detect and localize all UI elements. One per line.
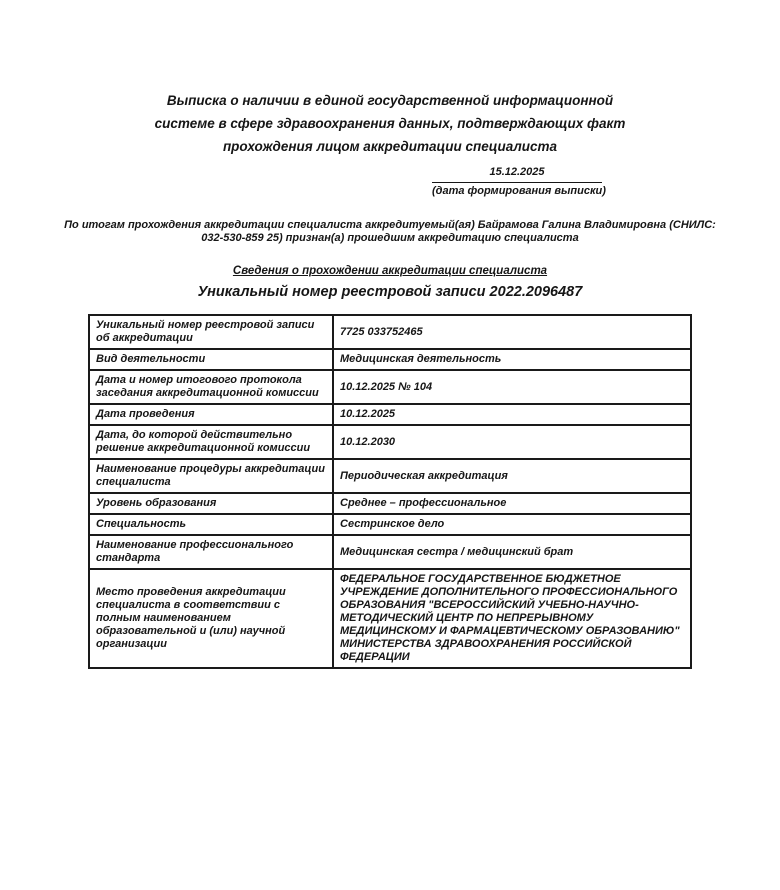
table-row <box>89 514 691 535</box>
extract-date: 15.12.2025 <box>432 166 602 183</box>
extract-date-caption: (дата формирования выписки) <box>432 185 606 197</box>
intro-line: По итогам прохождения аккредитации специалиста аккредитуемый(ая) Байрамова Галина Владимировна (СНИЛС: <box>64 219 716 231</box>
row-label-cell: Место проведения аккредитации специалиста в соответствии с полным наименованием образовательной и (или) научной организации <box>89 569 333 668</box>
row-label-cell: Дата проведения <box>89 404 333 425</box>
row-label-cell: Наименование процедуры аккредитации специалиста <box>89 459 333 493</box>
title-line: системе в сфере здравоохранения данных, подтверждающих факт <box>154 116 626 131</box>
accreditation-details-table <box>88 314 692 669</box>
table-row <box>89 535 691 569</box>
title-line: Выписка о наличии в единой государственной информационной <box>166 93 614 108</box>
row-label-cell: Уникальный номер реестровой записи об аккредитации <box>89 315 333 349</box>
row-value-cell: Сестринское дело <box>333 514 691 535</box>
row-label-cell: Вид деятельности <box>89 349 333 370</box>
row-label-cell: Дата и номер итогового протокола заседания аккредитационной комиссии <box>89 370 333 404</box>
table-row <box>89 315 691 349</box>
table-row <box>89 493 691 514</box>
extract-date-block <box>432 166 606 198</box>
row-value-cell: 10.12.2025 <box>333 404 691 425</box>
table-row <box>89 404 691 425</box>
row-label-cell: Дата, до которой действительно решение аккредитационной комиссии <box>89 425 333 459</box>
row-value-cell: Среднее – профессиональное <box>333 493 691 514</box>
intro-paragraph <box>0 219 780 245</box>
row-value-cell: 10.12.2025 № 104 <box>333 370 691 404</box>
row-label-cell: Уровень образования <box>89 493 333 514</box>
row-label-cell: Специальность <box>89 514 333 535</box>
table-row <box>89 370 691 404</box>
table-row <box>89 349 691 370</box>
row-value-cell: 10.12.2030 <box>333 425 691 459</box>
table-row <box>89 569 691 668</box>
title-line: прохождения лицом аккредитации специалиста <box>222 139 558 154</box>
document-title <box>0 0 780 158</box>
row-value-cell: Медицинская сестра / медицинский брат <box>333 535 691 569</box>
row-value-cell: 7725 033752465 <box>333 315 691 349</box>
row-value-cell: ФЕДЕРАЛЬНОЕ ГОСУДАРСТВЕННОЕ БЮДЖЕТНОЕ УЧРЕЖДЕНИЕ ДОПОЛНИТЕЛЬНОГО ПРОФЕССИОНАЛЬНОГО ОБРАЗОВАНИЯ "ВСЕРОССИЙСКИЙ УЧЕБНО-НАУЧНО-МЕТОДИЧЕСКИЙ ЦЕНТР ПО НЕПРЕРЫВНОМУ МЕДИЦИНСКОМУ И ФАРМАЦЕВТИЧЕСКОМУ ОБРАЗОВАНИЮ" МИНИСТЕРСТВА ЗДРАВООХРАНЕНИЯ РОССИЙСКОЙ ФЕДЕРАЦИИ <box>333 569 691 668</box>
section-heading: Сведения о прохождении аккредитации специалиста <box>232 265 548 277</box>
row-value-cell: Периодическая аккредитация <box>333 459 691 493</box>
table-row <box>89 425 691 459</box>
row-value-cell: Медицинская деятельность <box>333 349 691 370</box>
intro-line: 032-530-859 25) признан(а) прошедшим аккредитацию специалиста <box>201 232 579 244</box>
table-row <box>89 459 691 493</box>
registry-number-heading: Уникальный номер реестровой записи 2022.2096487 <box>197 284 583 300</box>
row-label-cell: Наименование профессионального стандарта <box>89 535 333 569</box>
